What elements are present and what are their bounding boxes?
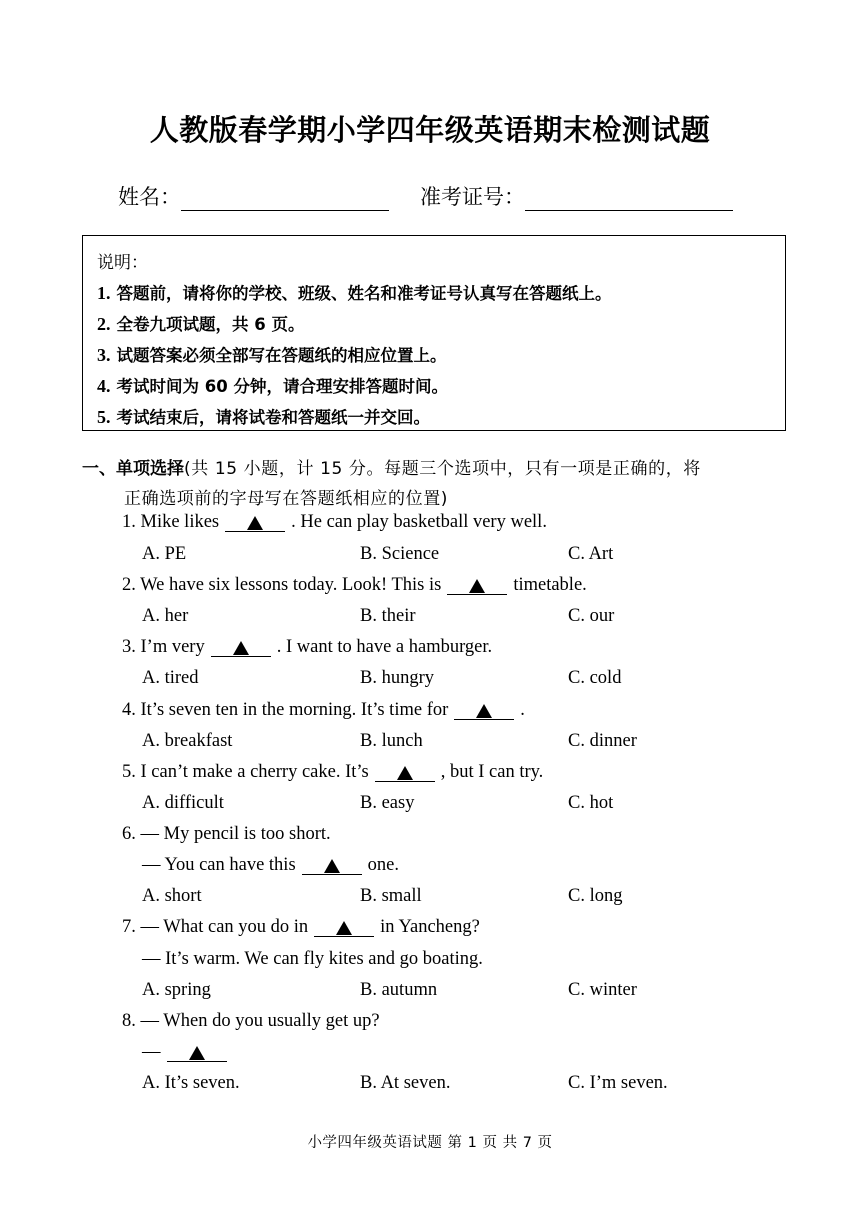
option: B. At seven.	[360, 1073, 451, 1093]
option: A. breakfast	[142, 731, 233, 751]
answer-blank[interactable]	[454, 701, 514, 720]
option: C. cold	[568, 668, 622, 688]
option: A. It’s seven.	[142, 1073, 240, 1093]
name-row	[118, 181, 389, 211]
instructions-box	[82, 235, 786, 431]
answer-blank[interactable]	[225, 513, 285, 532]
option: A. short	[142, 886, 202, 906]
question-8-reply: —	[142, 1042, 233, 1063]
option: C. long	[568, 886, 623, 906]
name-field[interactable]	[181, 186, 389, 211]
option: B. Science	[360, 544, 440, 564]
option: A. spring	[142, 980, 211, 1000]
answer-blank[interactable]	[211, 638, 271, 657]
option: B. autumn	[360, 980, 438, 1000]
option: C. our	[568, 606, 615, 626]
question-1: 1. Mike likes . He can play basketball very well.	[122, 512, 547, 532]
answer-blank[interactable]	[314, 918, 374, 937]
page-footer: 小学四年级英语试题 第 1 页 共 7 页	[307, 1135, 553, 1151]
name-label: 姓名：	[118, 185, 181, 209]
option: B. hungry	[360, 668, 434, 688]
answer-blank[interactable]	[447, 576, 507, 595]
instruction-item: 2. 全卷九项试题，共 6 页。	[97, 314, 305, 334]
question-4: 4. It’s seven ten in the morning. It’s time for .	[122, 700, 525, 720]
triangle-icon	[336, 921, 352, 935]
id-row	[420, 181, 733, 211]
question-5: 5. I can’t make a cherry cake. It’s , but I can try.	[122, 762, 544, 782]
triangle-icon	[189, 1046, 205, 1060]
question-7: 7. — What can you do in in Yancheng?	[122, 917, 480, 937]
section-desc-line2: 正确选项前的字母写在答题纸相应的位置)	[124, 489, 449, 509]
id-label: 准考证号：	[420, 185, 525, 209]
option: B. their	[360, 606, 416, 626]
option: B. small	[360, 886, 422, 906]
triangle-icon	[233, 641, 249, 655]
section-title: 一、单项选择	[82, 459, 184, 479]
option: A. difficult	[142, 793, 224, 813]
option: B. lunch	[360, 731, 423, 751]
option: C. Art	[568, 544, 614, 564]
question-8: 8. — When do you usually get up?	[122, 1011, 380, 1031]
answer-blank[interactable]	[375, 763, 435, 782]
instruction-item: 3. 试题答案必须全部写在答题纸的相应位置上。	[97, 345, 447, 365]
exam-title: 人教版春学期小学四年级英语期末检测试题	[149, 113, 711, 147]
section-desc-line1: (共 15 小题，计 15 分。每题三个选项中，只有一项是正确的，将	[184, 459, 701, 479]
question-2: 2. We have six lessons today. Look! This is timetable.	[122, 575, 587, 595]
option: C. winter	[568, 980, 637, 1000]
option: A. tired	[142, 668, 199, 688]
option: B. easy	[360, 793, 415, 813]
instruction-item: 4. 考试时间为 60 分钟，请合理安排答题时间。	[97, 376, 448, 396]
instructions-heading: 说明：	[97, 253, 148, 273]
instruction-item: 5. 考试结束后，请将试卷和答题纸一并交回。	[97, 407, 430, 427]
answer-blank[interactable]	[302, 856, 362, 875]
instruction-item: 1. 答题前，请将你的学校、班级、姓名和准考证号认真写在答题纸上。	[97, 283, 612, 303]
option: A. PE	[142, 544, 187, 564]
option: C. hot	[568, 793, 614, 813]
triangle-icon	[324, 859, 340, 873]
question-6: 6. — My pencil is too short.	[122, 824, 331, 844]
question-7-reply: — It’s warm. We can fly kites and go boating.	[142, 949, 483, 969]
triangle-icon	[397, 766, 413, 780]
option: A. her	[142, 606, 189, 626]
triangle-icon	[247, 516, 263, 530]
triangle-icon	[469, 579, 485, 593]
answer-blank[interactable]	[167, 1043, 227, 1062]
question-6-reply: — You can have this one.	[142, 855, 399, 875]
option: C. dinner	[568, 731, 637, 751]
option: C. I’m seven.	[568, 1073, 668, 1093]
id-field[interactable]	[525, 186, 733, 211]
triangle-icon	[476, 704, 492, 718]
question-3: 3. I’m very . I want to have a hamburger.	[122, 637, 493, 657]
section-heading	[82, 454, 782, 514]
